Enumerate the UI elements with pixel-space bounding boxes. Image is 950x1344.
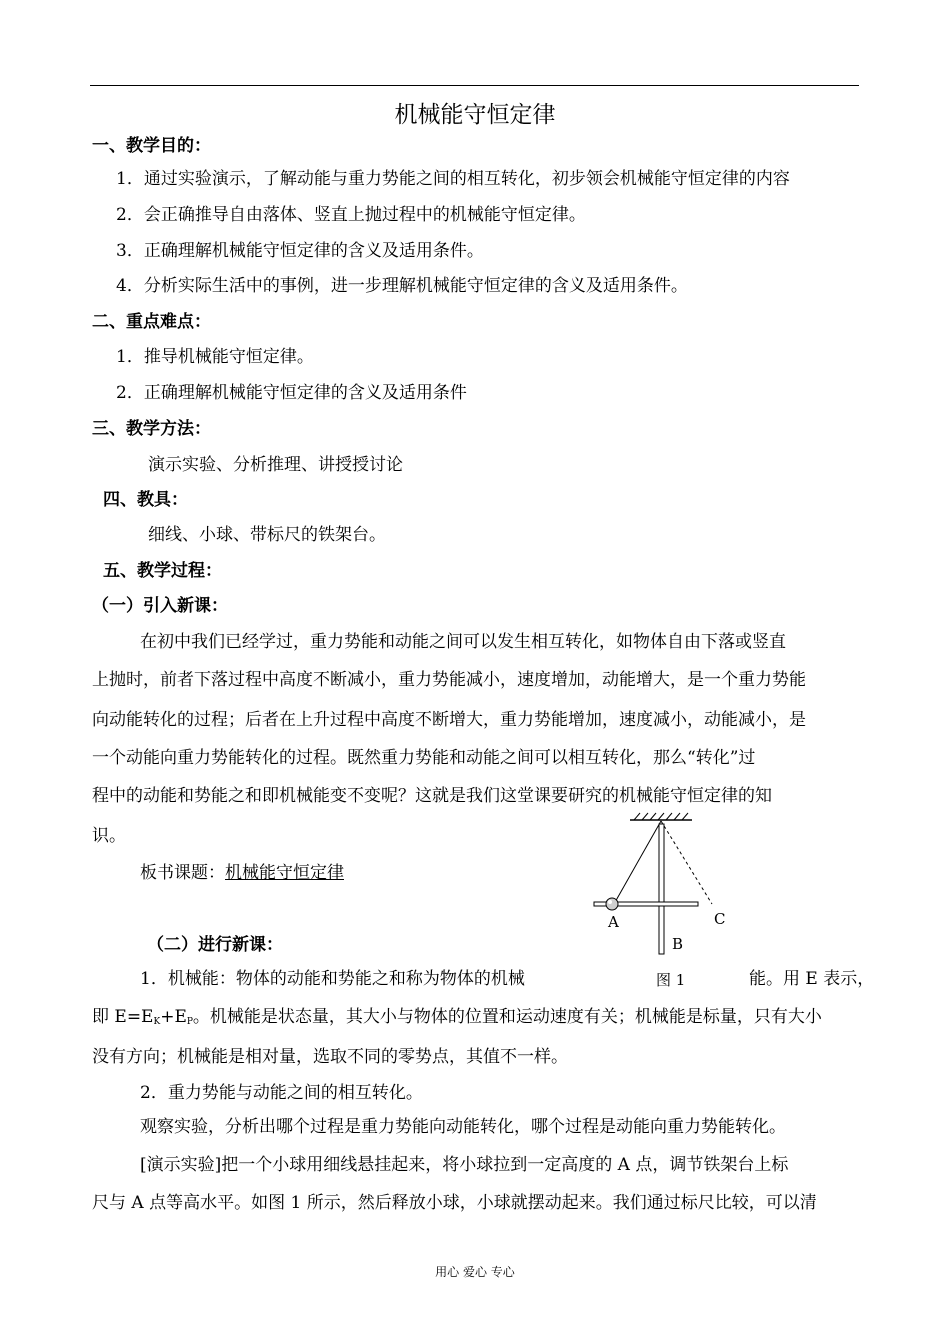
key-point-item-1: 1．推导机械能守恒定律。 [116, 347, 314, 367]
swing-path-dashed [661, 821, 712, 904]
objective-item-4: 4．分析实际生活中的事例，进一步理解机械能守恒定律的含义及适用条件。 [116, 276, 688, 296]
formula-part-plus-e: +E [160, 1007, 187, 1027]
header-rule [90, 85, 859, 86]
tools-text: 细线、小球、带标尺的铁架台。 [148, 525, 386, 545]
demo-experiment-line-1: [演示实验]把一个小球用细线悬挂起来，将小球拉到一定高度的 A 点，调节铁架台上标 [140, 1155, 789, 1175]
mechanical-energy-line-3: 没有方向；机械能是相对量，选取不同的零势点，其值不一样。 [92, 1047, 568, 1067]
objective-item-3: 3．正确理解机械能守恒定律的含义及适用条件。 [116, 241, 484, 261]
label-b: B [672, 935, 684, 953]
mechanical-energy-line-2 [92, 1002, 822, 1027]
label-a: A [608, 913, 619, 931]
board-topic-label: 板书课题： [140, 863, 225, 883]
section-heading-process: 五、教学过程： [103, 561, 222, 581]
intro-paragraph-line-2: 上抛时，前者下落过程中高度不断减小，重力势能减小，速度增加，动能增大，是一个重力势能 [92, 670, 806, 690]
section-heading-methods: 三、教学方法： [92, 419, 211, 439]
observe-experiment-line: 观察实验，分析出哪个过程是重力势能向动能转化，哪个过程是动能向重力势能转化。 [140, 1117, 786, 1137]
ball-highlight [608, 900, 612, 904]
formula-part-e-eq: 即 E=E [92, 1007, 154, 1027]
demo-experiment-line-2: 尺与 A 点等高水平。如图 1 所示，然后释放小球，小球就摆动起来。我们通过标尺比较，可以清 [92, 1193, 817, 1213]
objective-item-1: 1．通过实验演示，了解动能与重力势能之间的相互转化，初步领会机械能守恒定律的内容 [116, 169, 790, 189]
section-heading-key-points: 二、重点难点： [92, 312, 211, 332]
intro-paragraph-line-5: 程中的动能和势能之和即机械能变不变呢？这就是我们这堂课要研究的机械能守恒定律的知 [92, 786, 772, 806]
pendulum-ball [606, 898, 618, 910]
key-point-item-2: 2．正确理解机械能守恒定律的含义及适用条件 [116, 383, 467, 403]
board-topic-line [140, 858, 344, 883]
ceiling-hatch [634, 813, 688, 820]
objective-item-2: 2．会正确推导自由落体、竖直上抛过程中的机械能守恒定律。 [116, 205, 586, 225]
scale-stand [659, 824, 664, 954]
pendulum-string [614, 821, 661, 904]
intro-paragraph-line-1: 在初中我们已经学过，重力势能和动能之间可以发生相互转化，如物体自由下落或竖直 [140, 632, 786, 652]
intro-paragraph-line-4: 一个动能向重力势能转化的过程。既然重力势能和动能之间可以相互转化，那么“转化”过 [92, 748, 756, 768]
section-heading-tools: 四、教具： [103, 490, 188, 510]
subsection-heading-intro: （一）引入新课： [92, 596, 228, 616]
mechanical-energy-line-1b: 能。用 E 表示， [749, 969, 875, 989]
label-c: C [714, 910, 726, 928]
formula-sub-k: K [153, 1017, 161, 1027]
mechanical-energy-description: 。机械能是状态量，其大小与物体的位置和运动速度有关；机械能是标量，只有大小 [192, 1007, 822, 1027]
methods-text: 演示实验、分析推理、讲授授讨论 [148, 455, 403, 475]
pendulum-figure [590, 812, 726, 992]
formula-sub-p: P [186, 1017, 193, 1027]
intro-paragraph-line-6: 识。 [92, 826, 126, 846]
page-title: 机械能守恒定律 [394, 102, 556, 128]
section-heading-objectives: 一、教学目的： [92, 136, 211, 156]
subsection-heading-new-lesson: （二）进行新课： [147, 935, 283, 955]
figure-caption: 图 1 [656, 971, 686, 989]
intro-paragraph-line-3: 向动能转化的过程；后者在上升过程中高度不断增大，重力势能增加，速度减小，动能减小，是 [92, 710, 806, 730]
mechanical-energy-line-1a: 1．机械能：物体的动能和势能之和称为物体的机械 [140, 969, 525, 989]
board-topic-title: 机械能守恒定律 [225, 863, 344, 883]
page-footer: 用心 爱心 专心 [435, 1265, 515, 1279]
conversion-heading: 2．重力势能与动能之间的相互转化。 [140, 1083, 423, 1103]
